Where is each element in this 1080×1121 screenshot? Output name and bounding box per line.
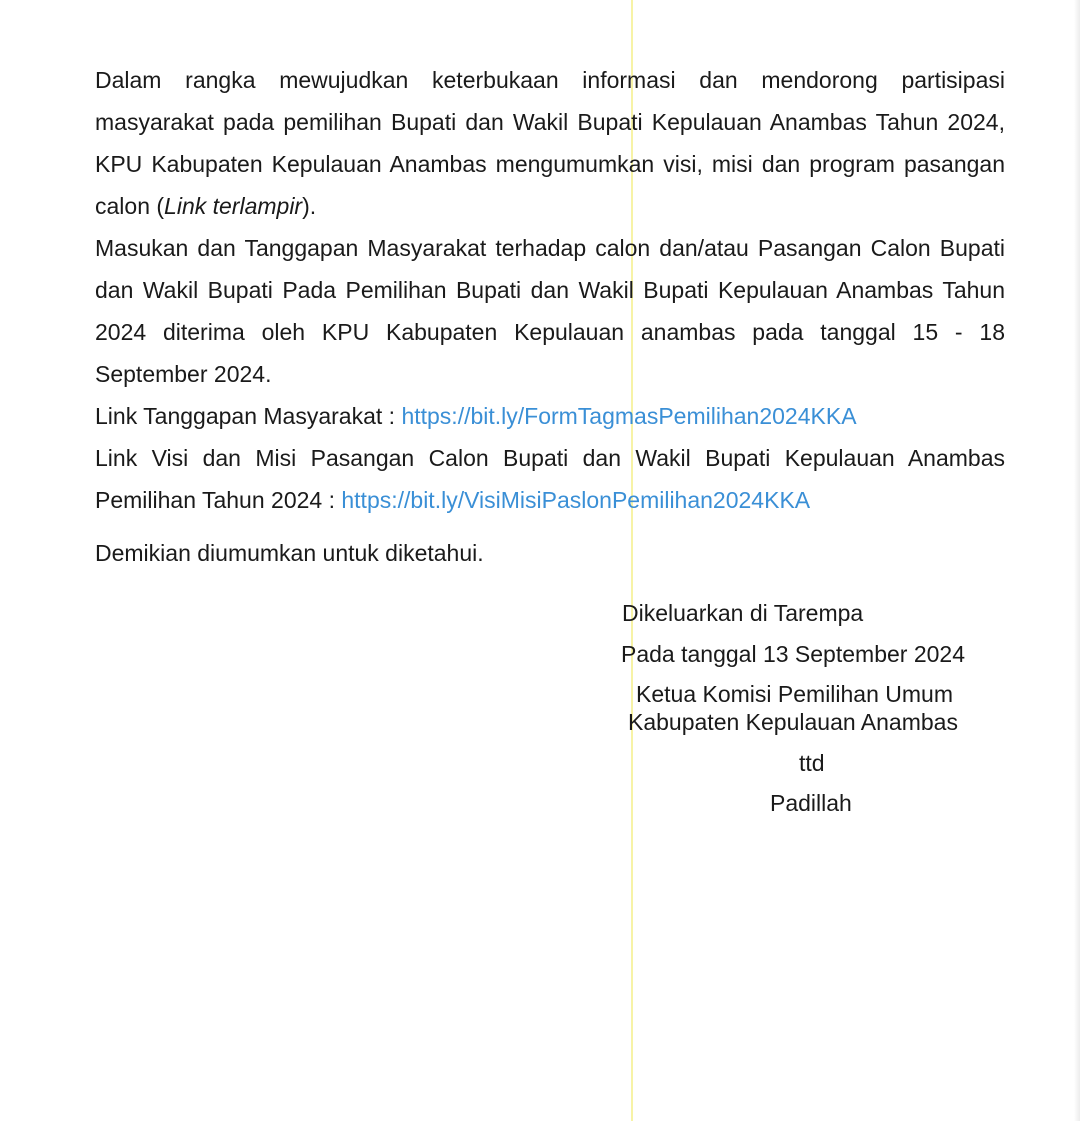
- link-tanggapan-line: [95, 395, 1005, 437]
- announcement-body: [95, 59, 1005, 569]
- paragraph-intro-end: ).: [302, 193, 317, 219]
- paragraph-intro-italic: Link terlampir: [164, 193, 303, 219]
- signer-title-line1: Ketua Komisi Pemilihan Umum: [636, 681, 954, 707]
- signed-mark: ttd: [799, 750, 825, 776]
- paragraph-intro: [95, 59, 1005, 227]
- paragraph-intro-text: Dalam rangka mewujudkan keterbukaan informasi dan mendorong partisipasi masyarakat pada pemilihan Bupati dan Wakil Bupati Kepulauan Anambas Tahun 2024, KPU Kabupaten Kepulauan Anambas mengumumkan visi, misi dan program pasangan calon (: [95, 67, 1005, 219]
- link-tanggapan-label: Link Tanggapan Masyarakat :: [95, 403, 402, 429]
- signer-title-line2: Kabupaten Kepulauan Anambas: [628, 709, 958, 735]
- closing-statement: Demikian diumumkan untuk diketahui.: [95, 540, 484, 566]
- signer-name: Padillah: [770, 790, 852, 816]
- link-visi-url[interactable]: https://bit.ly/VisiMisiPaslonPemilihan2024KKA: [341, 487, 811, 513]
- link-visi-line: [95, 437, 1005, 521]
- issued-at: Dikeluarkan di Tarempa: [622, 600, 864, 626]
- link-visi-label: Link Visi dan Misi Pasangan Calon Bupati dan Wakil Bupati Kepulauan Anambas Pemilihan Tahun 2024 :: [95, 445, 1005, 513]
- link-tanggapan-url[interactable]: https://bit.ly/FormTagmasPemilihan2024KKA: [401, 403, 857, 429]
- issued-date: Pada tanggal 13 September 2024: [621, 641, 965, 667]
- paragraph-feedback: Masukan dan Tanggapan Masyarakat terhadap calon dan/atau Pasangan Calon Bupati dan Wakil Bupati Pada Pemilihan Bupati dan Wakil Bupati Kepulauan Anambas Tahun 2024 diterima oleh KPU Kabupaten Kepulauan anambas pada tanggal 15 - 18 September 2024.: [95, 235, 1005, 387]
- page-edge-shadow: [1074, 0, 1080, 1121]
